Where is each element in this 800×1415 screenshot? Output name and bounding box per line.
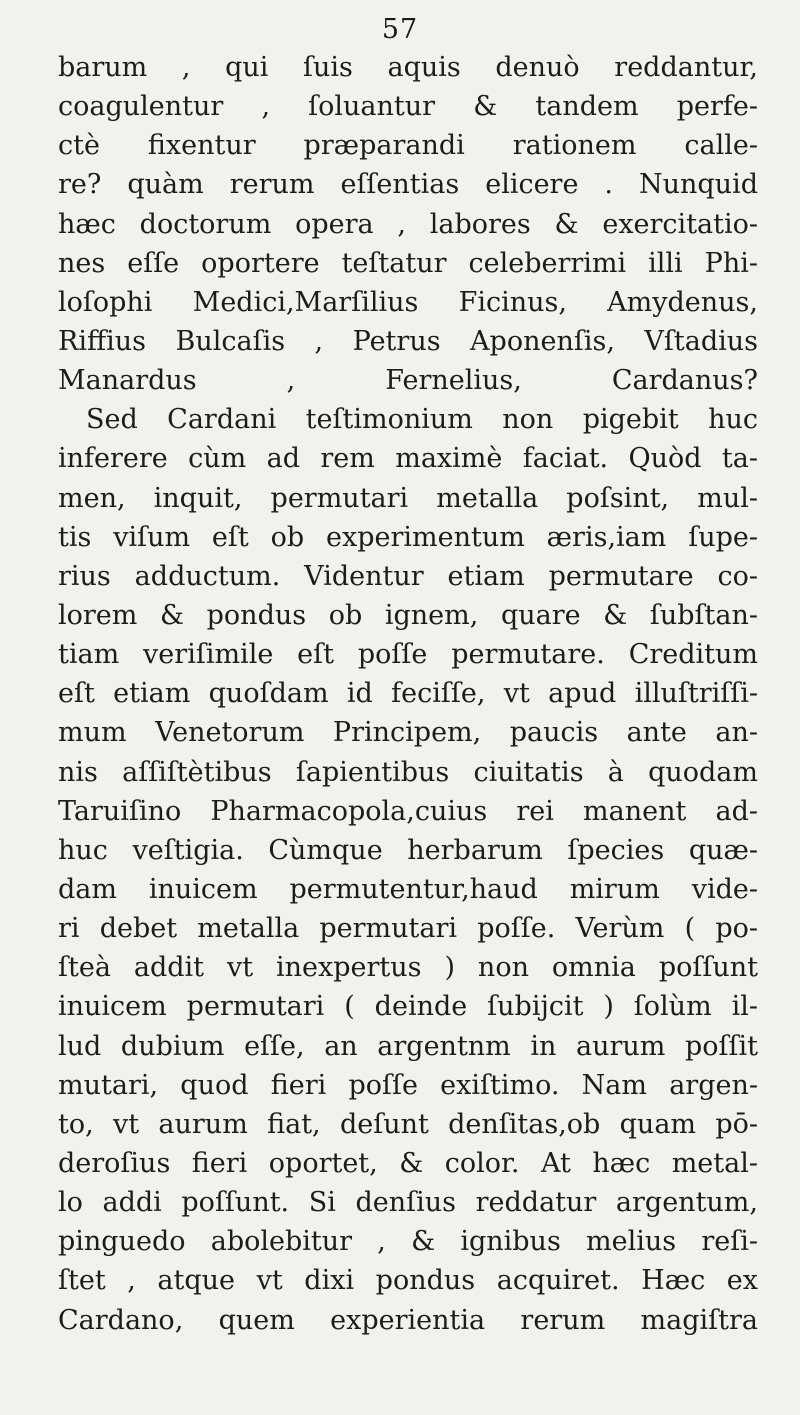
text-line: Cardano, quem experientia rerum magiſtra — [58, 1304, 758, 1336]
text-line: Riffius Bulcaſis , Petrus Aponenſis, Vſtadius — [58, 325, 758, 357]
text-line: lud dubium eſſe, an argentnm in aurum poſſit — [58, 1030, 758, 1062]
text-line: coagulentur , ſoluantur & tandem perfe- — [58, 91, 758, 123]
text-line: deroſius fieri oportet, & color. At hæc metal- — [58, 1147, 758, 1179]
text-line: mutari, quod fieri poſſe exiſtimo. Nam argen- — [58, 1069, 758, 1101]
page-number: 57 — [381, 14, 419, 45]
text-line: tis viſum eſt ob experimentum æris,iam ſupe- — [58, 521, 758, 553]
text-line: mum Venetorum Principem, paucis ante an- — [58, 717, 758, 749]
body-text — [58, 48, 758, 1340]
text-line: nis aſſiſtètibus ſapientibus ciuitatis à quodam — [58, 756, 758, 788]
text-line: to, vt aurum fiat, deſunt denſitas,ob quam pō- — [58, 1108, 758, 1140]
text-line: eſt etiam quoſdam id feciſſe, vt apud illuſtriſſi- — [58, 678, 758, 710]
text-line: inferere cùm ad rem maximè faciat. Quòd ta- — [58, 443, 758, 475]
text-line: loſophi Medici,Marſilius Ficinus, Amydenus, — [58, 286, 758, 318]
text-line: ctè fixentur præparandi rationem calle- — [58, 130, 758, 162]
text-line: barum , qui ſuis aquis denuò reddantur, — [58, 52, 758, 83]
text-line: Taruiſino Pharmacopola,cuius rei manent ad- — [58, 795, 758, 827]
text-line: men, inquit, permutari metalla poſsint, mul- — [58, 482, 758, 514]
text-line: nes eſſe oportere teſtatur celeberrimi illi Phi- — [58, 247, 758, 279]
text-line: ſtet , atque vt dixi pondus acquiret. Hæc ex — [58, 1265, 758, 1297]
text-line: huc veſtigia. Cùmque herbarum ſpecies quæ- — [58, 834, 758, 866]
text-line: hæc doctorum opera , labores & exercitatio- — [58, 208, 758, 240]
text-line: ſteà addit vt inexpertus ) non omnia poſſunt — [58, 952, 758, 984]
text-line: dam inuicem permutentur,haud mirum vide- — [58, 873, 758, 905]
text-line: Sed Cardani teſtimonium non pigebit huc — [86, 404, 758, 436]
text-line: lorem & pondus ob ignem, quare & ſubſtan- — [58, 599, 758, 631]
text-line: pinguedo abolebitur , & ignibus melius reſi- — [58, 1226, 758, 1258]
text-line: lo addi poſſunt. Si denſius reddatur argentum, — [58, 1187, 758, 1219]
text-line: tiam veriſimile eſt poſſe permutare. Creditum — [58, 639, 758, 671]
text-line: re? quàm rerum eſſentias elicere . Nunquid — [58, 169, 758, 201]
text-line: ri debet metalla permutari poſſe. Verùm ( po- — [58, 913, 758, 945]
text-line: rius adductum. Videntur etiam permutare co- — [58, 560, 758, 592]
text-line: inuicem permutari ( deinde ſubijcit ) ſolùm il- — [58, 991, 758, 1023]
text-line: Manardus , Fernelius, Cardanus? — [58, 365, 758, 397]
